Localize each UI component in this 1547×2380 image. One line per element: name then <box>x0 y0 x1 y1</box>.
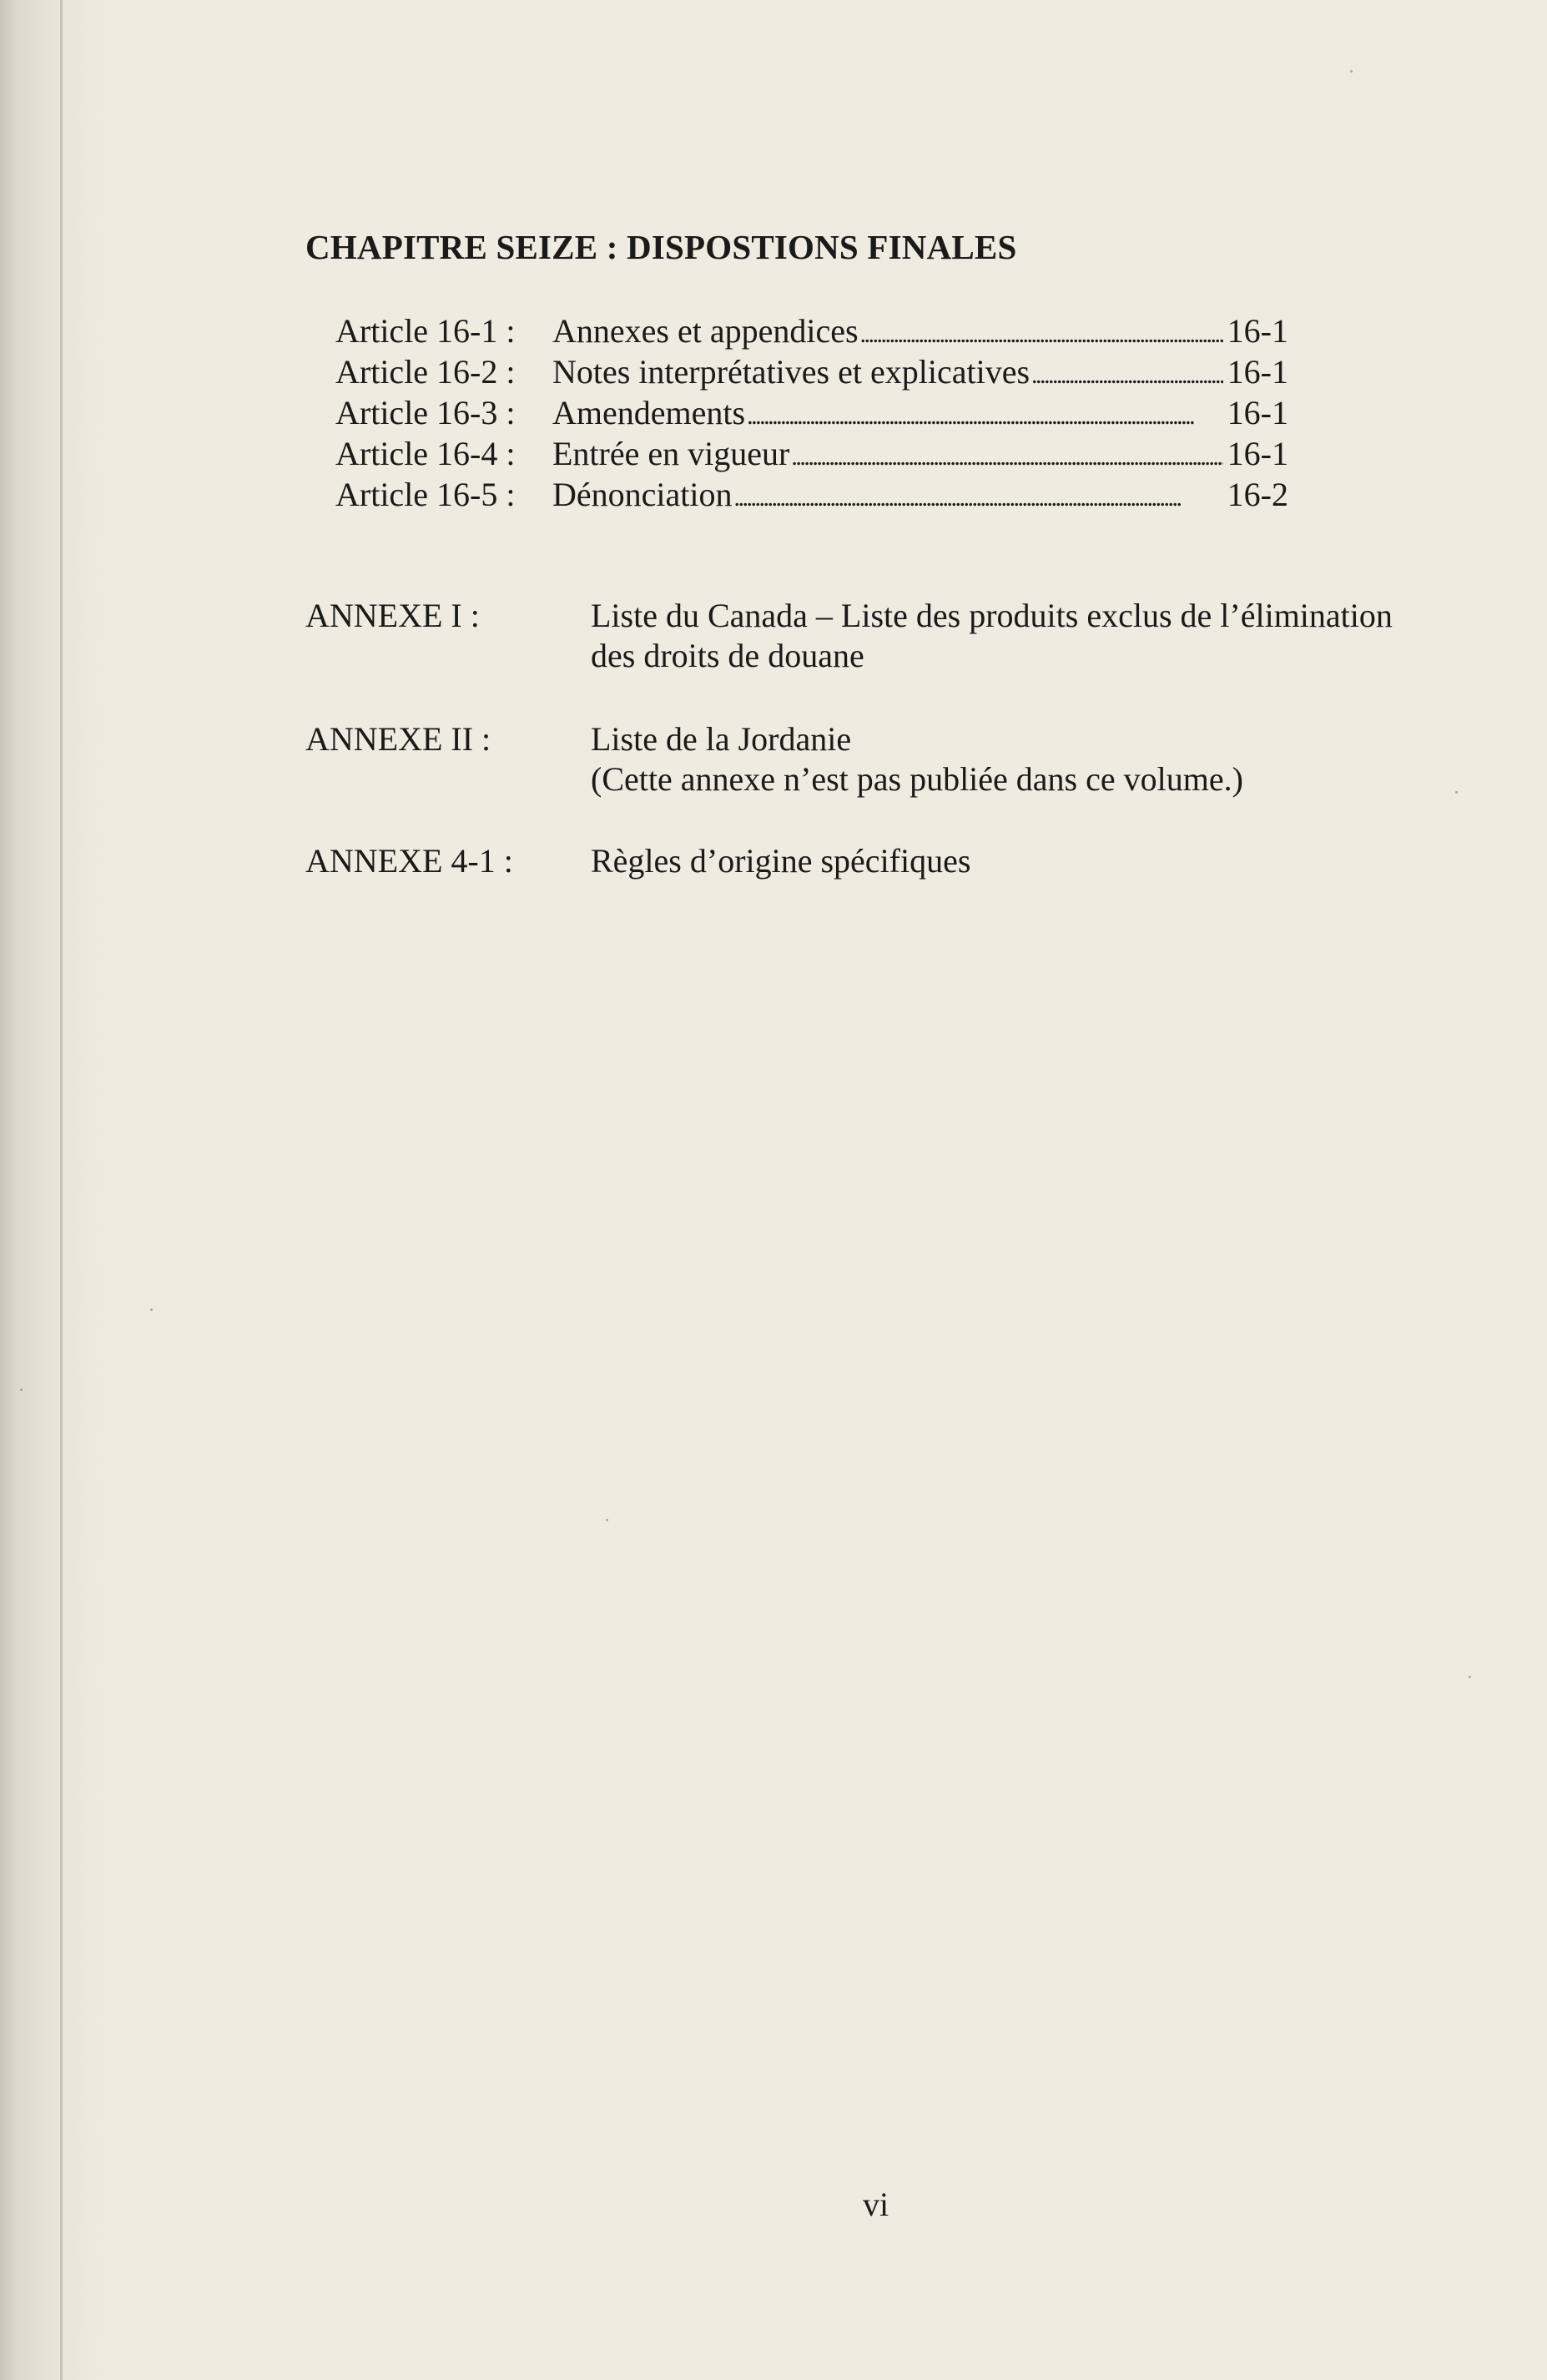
table-of-contents <box>335 310 1288 515</box>
annex-description <box>591 841 1450 881</box>
paper-speck <box>1455 791 1458 794</box>
annex-description <box>591 719 1450 799</box>
toc-article-number: Article 16-3 : <box>335 394 516 431</box>
toc-article-number: Article 16-2 : <box>335 353 516 391</box>
annex-description-line: Liste du Canada – Liste des produits exclus de l’élimination <box>591 597 1393 634</box>
annex-label: ANNEXE I : <box>305 597 480 634</box>
toc-row <box>335 433 1288 474</box>
toc-article-title: Amendements <box>552 394 746 431</box>
annex-label: ANNEXE II : <box>305 720 491 758</box>
paper-speck <box>1350 70 1353 73</box>
toc-row <box>335 392 1288 433</box>
toc-page-ref: 16-2 <box>1227 476 1288 513</box>
paper-speck <box>606 1519 608 1521</box>
toc-article-number: Article 16-4 : <box>335 435 516 472</box>
toc-page-ref: 16-1 <box>1227 435 1288 472</box>
annex-label: ANNEXE 4-1 : <box>305 842 513 880</box>
toc-article-title: Dénonciation <box>552 476 733 513</box>
toc-article-title: Notes interprétatives et explicatives <box>552 353 1030 391</box>
annex-description-line: des droits de douane <box>591 637 864 674</box>
toc-article-title: Annexes et appendices <box>552 312 859 350</box>
paper-speck <box>150 1308 153 1311</box>
page-number: vi <box>863 2186 889 2223</box>
toc-row <box>335 351 1288 392</box>
toc-article-number: Article 16-1 : <box>335 312 516 350</box>
toc-article-number: Article 16-5 : <box>335 476 516 513</box>
paper-speck <box>20 1389 23 1391</box>
toc-page-ref: 16-1 <box>1227 312 1288 350</box>
toc-row <box>335 474 1288 515</box>
toc-leader-dots <box>860 312 1223 350</box>
toc-row <box>335 310 1288 351</box>
toc-leader-dots <box>1031 353 1223 391</box>
annex-description <box>591 596 1450 676</box>
annex-description-line: Liste de la Jordanie <box>591 720 852 758</box>
annex-description-line: Règles d’origine spécifiques <box>591 842 971 880</box>
toc-article-title: Entrée en vigueur <box>552 435 790 472</box>
binding-edge <box>60 0 63 2380</box>
annex-description-line: (Cette annexe n’est pas publiée dans ce volume.) <box>591 760 1243 798</box>
toc-leader-dots <box>791 435 1223 472</box>
toc-page-ref: 16-1 <box>1227 394 1288 431</box>
paper-speck <box>1469 1676 1471 1678</box>
chapter-title: CHAPITRE SEIZE : DISPOSTIONS FINALES <box>305 228 1017 266</box>
toc-page-ref: 16-1 <box>1227 353 1288 391</box>
toc-leader-dots <box>734 476 1179 513</box>
toc-leader-dots <box>747 394 1192 431</box>
